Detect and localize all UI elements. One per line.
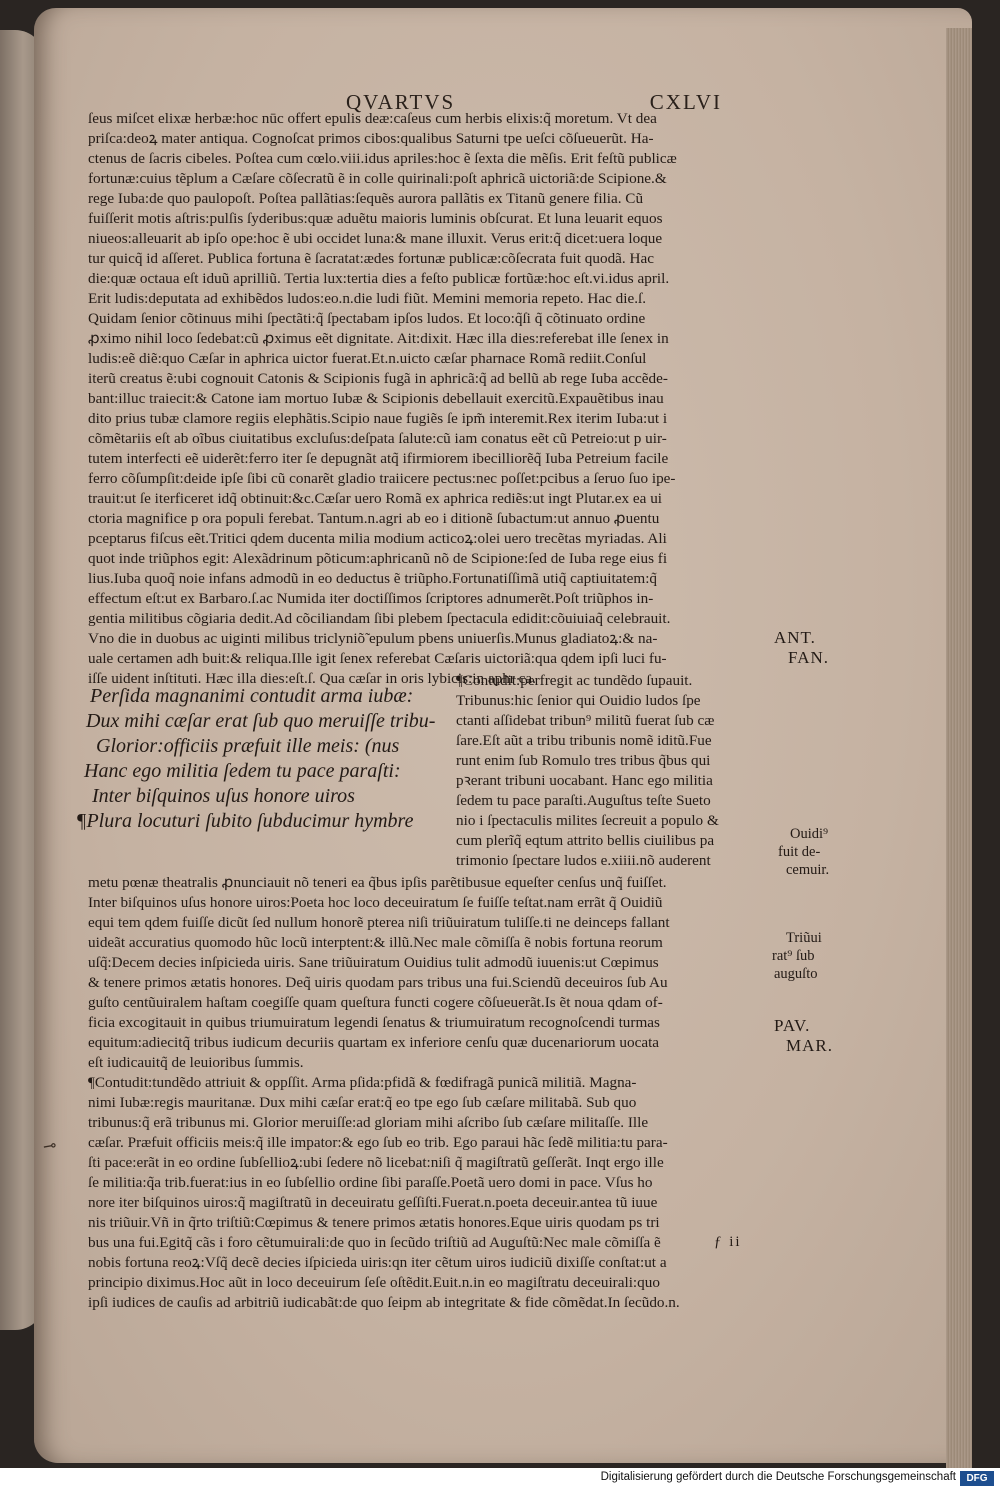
main-text-line: tribunus:q̃ erã tribunus mi. Glorior meruiſſe:ad gloriam mihi aſcribo ſub cæſare militaſſe. Ille	[88, 1114, 649, 1131]
main-text-line: fuiſſerit motis aſtris:pulſis ſyderibus:quæ aduẽtu maioris luminis obſcurat. Et luna leuarit equos	[88, 210, 663, 227]
margin-note-line: Triũui	[786, 930, 822, 946]
main-text-line: cæſar. Præfuit officiis meis:q̃ ille impator:& ego ſub eo trib. Ego paraui hãc ſedẽ militia:tu para-	[88, 1134, 668, 1151]
verse-line: Dux mihi cæſar erat ſub quo meruiſſe tribu-	[86, 710, 436, 732]
main-text-line: priſca:deoꝝ mater antiqua. Cognoſcat primos cibos:qualibus Saturni tpe ueſci cõſueuerũt. Ha-	[88, 130, 654, 147]
main-text-line: Vno die in duobus ac uiginti milibus triclyniõ̃ epulum pbens uniuerſis.Munus gladiatoꝝ:& na-	[88, 630, 658, 647]
main-text-line: die:quæ octaua eſt iduũ aprilliũ. Tertia lux:tertia dies a feſto publicæ fortũæ:hoc eſt.vi.idus april.	[88, 270, 670, 287]
footer-bar	[0, 1468, 1000, 1490]
main-text-line: tutem interfecti eẽ uiderẽt:ferro iter ſe depugnãt atq̃ ifirmiorem ibecilliorẽq̃ Iuba Petreium facile	[88, 450, 669, 467]
main-text-line: bant:illuc traiecit:& Catone iam mortuo Iubæ & Scipionis debellauit exercitũ.Expauẽtibus inau	[88, 390, 664, 407]
footer-credit: Digitalisierung gefördert durch die Deutsche Forschungsgemeinschaft	[600, 1471, 956, 1483]
main-text-line: ctoria magnifice p ora populi ferebat. Tantum.n.agri ab eo i ditionẽ ſubactum:ut annuo ꝓuentu	[88, 510, 660, 527]
verse-line: Glorior:officiis præfuit ille meis: (nus	[96, 735, 400, 757]
main-text-line: fortunæ:cuius tẽplum a Cæſare cõſecratũ ẽ in colle quirinali:poſt aphricã uictoriã:de Scipione.&	[88, 170, 667, 187]
main-text-line: nobis fortuna reoꝝ:Vſq̃ decẽ decies iſpicieda uiris:qn iter cẽtum uiros iudiciũ dixiſſe conſtat:ut a	[88, 1254, 667, 1271]
main-text-line: equitum:adiecitq̃ tribus iudicum decuriis quartam ex inferiore cenſu quæ ducenariorum uocata	[88, 1034, 660, 1051]
main-text-line: uideãt accuratius quomodo hũc locũ interptent:& illũ.Nec male cõmiſſa ẽ nobis fortuna reorum	[88, 934, 663, 951]
main-text-line: ludis:eẽ diẽ:quo Cæſar in aphrica uictor fuerat.Et.n.uicto cæſar pharnace Romã rediit.Conſul	[88, 350, 647, 367]
main-text-line: niueos:alleuarit ab ipſo ope:hoc ẽ ubi occidet luna:& mane illuxit. Verus erit:q̃ dicet:uera loque	[88, 230, 663, 247]
main-text-line: metu pœnæ theatralis ꝓnunciauit nõ teneri ea q̃bus ipſis parẽtibusue equeſter cenſus unq̃ fuiſſet.	[88, 874, 667, 891]
main-text-line: ficia excogitauit in quibus triumuiratum legendi ſenatus & triumuiratum recognoſcendi turmas	[88, 1014, 660, 1031]
main-text-line: iſſe uident inſtituti. Hæc illa dies:eſt.ſ. Qua cæſar in oris lybicis:in aphr ca.	[88, 670, 536, 687]
commentary-line: runt enim ſub Romulo tres tribus q̃bus qui	[456, 752, 711, 769]
main-text-line: equi tem qdem fuiſſe dicũt ſed nullum honorẽ pterea niſi triũuiratum tuliſſe.ti ne deinceps fallant	[88, 914, 670, 931]
main-text-line: uſq̃:Decem decies inſpicieda uiris. Sane triũuiratum Ouidius tulit admodũ iuuenis:ut Cœpimus	[88, 954, 659, 971]
main-text-line: rege Iuba:de quo paulopoſt. Poſtea pallãtias:ſequẽs aurora pallãtis ex Titanũ genere filia. Cũ	[88, 190, 644, 207]
main-text-line: cõmẽtariis eſt ab oĩbus ciuitatibus excluſus:deſpata ſalute:cũ iam conatus eẽt cũ Petreio:ut p uir-	[88, 430, 667, 447]
margin-note-line: PAV.	[774, 1016, 811, 1035]
signature-mark: ƒ ii	[714, 1234, 742, 1250]
manuscript-mark-icon: ⊸	[41, 1134, 58, 1157]
main-text-line: ꝓximo nihil loco ſedebat:cũ ꝓximus eẽt dignitate. Ait:dixit. Hæc illa dies:referebat ille ſenex in	[88, 330, 669, 347]
commentary-line: Tribunus:hic ſenior qui Ouidio ludos ſpe	[456, 692, 701, 709]
main-text-line: eſt iudicauitq̃ de leuioribus ſummis.	[88, 1054, 304, 1071]
main-text-line: quot inde triũphos egit: Alexãdrinum põticum:aphricanũ nõ de Scipione:ſed de Iuba rege eius fi	[88, 550, 668, 567]
main-text-line: bus una fui.Egitq̃ cãs i foro cẽtumuirali:de quo in ſecũdo triſtiũ ad Auguſtũ:Nec male cõmiſſa ẽ	[88, 1234, 661, 1251]
main-text-line: Inter biſquinos uſus honore uiros:Poeta hoc loco deceuiratum ſe fuiſſe teſtat.nam errãt q̃ Ouidiũ	[88, 894, 663, 911]
main-text-line: uale certamen adh buit:& reliqua.Ille igit ſenex referebat Cæſaris uictoriã:qua qdem ipſi luci fu-	[88, 650, 667, 667]
margin-note-line: Ouidi⁹	[790, 826, 829, 842]
verse-line: Hanc ego militia ſedem tu pace paraſti:	[84, 760, 401, 782]
main-text-line: nore iter biſquinos uiros:q̃ magiſtratũ in deceuiratu geſſiſti.Fuerat.n.poeta deceuir.antea tũ iuue	[88, 1194, 658, 1211]
dfg-logo: DFG	[960, 1471, 994, 1486]
margin-note-line: auguſto	[774, 966, 818, 982]
main-text-line: iterũ creatus ẽ:ubi cognouit Catonis & Scipionis fugã in aphricã:q̃ ad bellũ ab rege Iuba accẽde-	[88, 370, 668, 387]
main-text-line: nimi Iubæ:regis mauritanæ. Dux mihi cæſar erat:q̃ eo tpe ego ſub cæſare militabã. Sub quo	[88, 1094, 637, 1111]
commentary-line: pꝛerant tribuni uocabant. Hanc ego militia	[456, 772, 713, 789]
main-text-line: lius.Iuba quoq̃ noie infans admodũ in eo deductus ẽ triũpho.Fortunatiſſimã utiq̃ captiuitatem:q̃	[88, 570, 658, 587]
main-text-line: tur quicq̃ id aſſeret. Publica fortuna ẽ ſacratat:ædes fortunæ publicæ:cõſecrata fuit quodã. Hac	[88, 250, 654, 267]
running-head-title: QVARTVS	[346, 90, 456, 114]
margin-note-line: ANT.	[774, 628, 816, 647]
margin-note-line: cemuir.	[786, 862, 830, 878]
main-text-line: dito prius tubæ clamore regiis elephãtis.Scipio naue fugiẽs ſe ipm̃ interemit.Rex iterim Iuba:ut i	[88, 410, 668, 427]
commentary-line: cum plerĩq̃ eqtum attrito bellis ciuilibus pa	[456, 832, 715, 849]
verse-line: Perſida magnanimi contudit arma iubæ:	[90, 685, 414, 707]
main-text-line: ¶Contudit:tundẽdo attriuit & oppſſit. Arma pſida:pfidã & fœdifragã punicã militiã. Magna-	[88, 1074, 637, 1091]
main-text-line: ſe militia:q̃a trib.fuerat:ius in eo ſubſellio ordine ſibi paraſſe.Poetã uero domi in pace. Vſus ho	[88, 1174, 653, 1191]
main-text-line: ferro cõſumpſit:deide ipſe ſibi cũ conarẽt gladio traiicere pectus:nec poſſet:pcibus a ſeruo ſuo ipe-	[88, 470, 676, 487]
main-text-line: nis triũuir.Vñ in q̃rto triſtiũ:Cœpimus & tenere primos ætatis honores.Eque uiris quodam ps tri	[88, 1214, 660, 1231]
main-text-line: ipſi iudices de cauſis ad arbitriũ iudicabãt:de quo ſeipm ab integritate & fide cõmẽdat.In ſecũdo.n.	[88, 1294, 680, 1311]
verse-line: Inter biſquinos uſus honore uiros	[92, 785, 355, 807]
commentary-line: trimonio ſpectare ludos e.xiiii.nõ auderent	[456, 852, 711, 869]
main-text-line: Erit ludis:deputata ad exhibẽdos ludos:eo.n.die ludi fiũt. Memini memoria repeto. Hac die.ſ.	[88, 290, 647, 307]
main-text-line: & tenere primos ætatis honores. Deq̃ uiris quodam pars tribus una fui.Sciendũ deceuiros ſub Au	[88, 974, 668, 991]
page-fore-edge	[946, 28, 972, 1468]
main-text-line: principio diximus.Hoc aũt in loco deceuirum ſeſe oſtẽdit.Euit.n.in eo magiſtratu deceuirali:quo	[88, 1274, 660, 1291]
commentary-line: ¶Contudit:perfregit ac tundẽdo ſupauit.	[456, 672, 693, 689]
main-text-line: trauit:ut ſe iterficeret idq̃ obtinuit:&c.Cæſar uero Romã ex aphrica rediẽs:ut ingt Plutar.ex ea ui	[88, 490, 663, 507]
main-text-line: ſti pace:erãt in eo ordine ſubſellioꝝ:ubi ſedere nõ licebat:niſi q̃ magiſtratũ geſſerãt. Inqt ergo ille	[88, 1154, 664, 1171]
commentary-line: nio i ſpectaculis milites ſecreuit a populo &	[456, 812, 719, 829]
main-text-line: Quidam ſenior cõtinuus mihi ſpectãti:q̃ ſpectabam ipſos ludos. Et loco:q̃ſi q̃ cõtinuato ordine	[88, 310, 646, 327]
main-text-line: effectum eſt:ut ex Barbaro.ſ.ac Numida iter doctiſſimos ſcriptores adnumerẽt.Poſt triũphos in-	[88, 590, 654, 607]
verse-line: ¶Plura locuturi ſubito ſubducimur hymbre	[76, 810, 414, 832]
commentary-line: ctanti aſſidebat tribun⁹ militũ fuerat ſub cæ	[456, 712, 715, 729]
main-text-line: pceptarus fiſcus eẽt.Tritici qdem ducenta milia modium acticoꝝ:olei uero trecẽtas myriadas. Ali	[88, 530, 667, 547]
main-text-line: ctenus de ſacris cibeles. Poſtea cum cœlo.viii.idus apriles:hoc ẽ ſexta die mẽſis. Erit feſtũ publicæ	[88, 150, 677, 167]
main-text-line: gentia militibus cõgiaria dedit.Ad cõciliandam ſibi plebem ſpectacula edidit:cõuiuiaq̃ celebrauit.	[88, 610, 671, 627]
main-text-line: guſto centũuiralem haſtam coegiſſe quam queſtura functi cogere cõſueuerãt.Is ẽt noua qdam of-	[88, 994, 663, 1011]
commentary-line: ſare.Eſt aũt a tribu tribunis nomẽ iditũ.Fue	[456, 732, 712, 749]
margin-note-line: FAN.	[788, 648, 829, 667]
margin-note-line: MAR.	[786, 1036, 833, 1055]
main-text-line: ſeus miſcet elixæ herbæ:hoc nūc offert epulis deæ:caſeus cum herbis elixis:q̃ moretum. Vt dea	[88, 110, 657, 127]
margin-note-line: fuit de-	[778, 844, 821, 860]
folio-number: CXLVI	[649, 90, 722, 114]
commentary-line: ſedem tu pace paraſti.Auguſtus teſte Sueto	[456, 792, 711, 809]
margin-note-line: rat⁹ ſub	[772, 948, 815, 964]
